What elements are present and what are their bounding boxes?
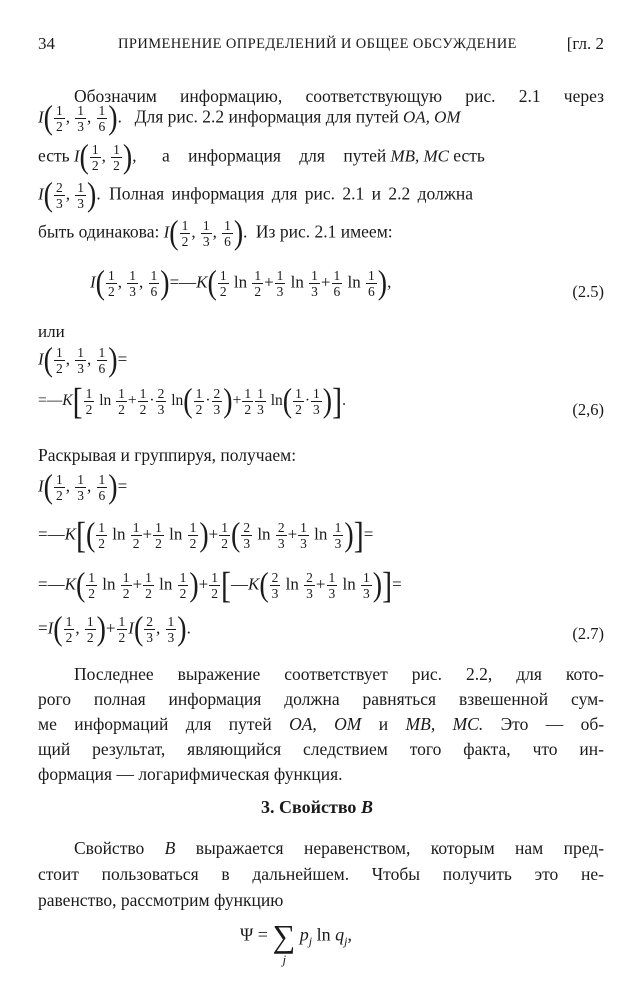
p1-line-2: I( $\frac{1}{2}$ , $\frac{1}{3}$ , $\frac{1}{6}$ ). Для рис. 2.2 информация для путей OA, OM <box>38 99 461 137</box>
running-title: ПРИМЕНЕНИЕ ОПРЕДЕЛЕНИЙ И ОБЩЕЕ ОБСУЖДЕНИЕ <box>118 36 517 52</box>
page-number: 34 <box>38 34 55 53</box>
equation-2-7-line-4: =I( $\frac{1}{2}$ , $\frac{1}{2}$ )+ $\frac{1}{2}$ I( $\frac{2}{3}$ , $\frac{1}{3}$ ). <box>38 610 191 648</box>
chapter-label: [гл. 2 <box>566 34 604 53</box>
equation-2-7-line-2: =—K[( $\frac{1}{2}$ ln $\frac{1}{2}$ + $\frac{1}{2}$ ln $\frac{1}{2}$ )+ $\frac{1}{2}$ ( $\frac{2}{3}$ ln $\frac{2}{3}$ + $\frac{1}{3}$ ln $\frac{1}{3}$ )]= <box>38 514 374 556</box>
p2-line-4: щий результат, являющийся следствием того факта, что ин- <box>38 739 604 759</box>
section-heading: 3. Свойство B <box>261 797 373 817</box>
p3-line-1: Свойство B выражается неравенством, которым нам пред- <box>74 838 605 858</box>
p2-line-5: формация — логарифмическая функция. <box>38 764 343 784</box>
eq-number-2-6: (2,6) <box>572 400 604 419</box>
text-ili: или <box>38 322 65 341</box>
text-raskryvaya: Раскрывая и группируя, получаем: <box>38 445 297 465</box>
equation-2-5: I( $\frac{1}{2}$ , $\frac{1}{3}$ , $\frac{1}{6}$ )=—K( $\frac{1}{2}$ ln $\frac{1}{2}$ + $\frac{1}{3}$ ln $\frac{1}{3}$ + $\frac{1}{6}$ ln $\frac{1}{6}$ ), <box>90 264 392 302</box>
equation-2-7-line-3: =—K( $\frac{1}{2}$ ln $\frac{1}{2}$ + $\frac{1}{2}$ ln $\frac{1}{2}$ )+ $\frac{1}{2}$ [—K( $\frac{2}{3}$ ln $\frac{2}{3}$ + $\frac{1}{3}$ ln $\frac{1}{3}$ )]= <box>38 564 402 606</box>
p2-line-2: рого полная информация должна равняться взвешенной сум- <box>38 689 604 709</box>
eq-number-2-5: (2.5) <box>572 282 604 301</box>
p1-line-4: I( $\frac{2}{3}$ , $\frac{1}{3}$ ). Полная информация для рис. 2.1 и 2.2 должна <box>38 176 474 214</box>
eq-number-2-7: (2.7) <box>572 624 604 643</box>
p2-line-3: ме информаций для путей OA, OM и MB, MC. Это — об- <box>38 714 605 734</box>
equation-2-6-line-1: I( $\frac{1}{2}$ , $\frac{1}{3}$ , $\frac{1}{6}$ )= <box>38 341 128 379</box>
equation-2-6-line-2: =—K[ $\frac{1}{2}$ ln $\frac{1}{2}$ + $\frac{1}{2}$ · $\frac{2}{3}$ ln( $\frac{1}{2}$ · $\frac{2}{3}$ )+ $\frac{1}{2}$ $\frac{1}{3}$ ln( $\frac{1}{2}$ · $\frac{1}{3}$ )]. <box>38 380 346 422</box>
p1-line-1: Обозначим информацию, соответствующую рис. 2.1 через <box>74 86 604 106</box>
p3-line-3: равенство, рассмотрим функцию <box>38 890 284 910</box>
p2-line-1: Последнее выражение соответствует рис. 2.2, для кото- <box>74 664 604 684</box>
equation-psi: Ψ = ∑ j $p_j$ $\ln q_j$, <box>240 918 352 967</box>
p3-line-2: стоит пользоваться в дальнейшем. Чтобы получить это не- <box>38 864 604 884</box>
p1-line-5: быть одинакова: I( $\frac{1}{2}$ , $\frac{1}{3}$ , $\frac{1}{6}$ ). Из рис. 2.1 имеем: <box>38 214 393 252</box>
equation-2-7-line-1: I( $\frac{1}{2}$ , $\frac{1}{3}$ , $\frac{1}{6}$ )= <box>38 468 128 506</box>
paragraph-2 <box>38 662 604 787</box>
p1-line-3: есть I( $\frac{1}{2}$ , $\frac{1}{2}$ ), а информация для путей MB, MC есть <box>38 138 485 176</box>
running-header <box>38 34 604 58</box>
paragraph-3 <box>38 835 604 913</box>
